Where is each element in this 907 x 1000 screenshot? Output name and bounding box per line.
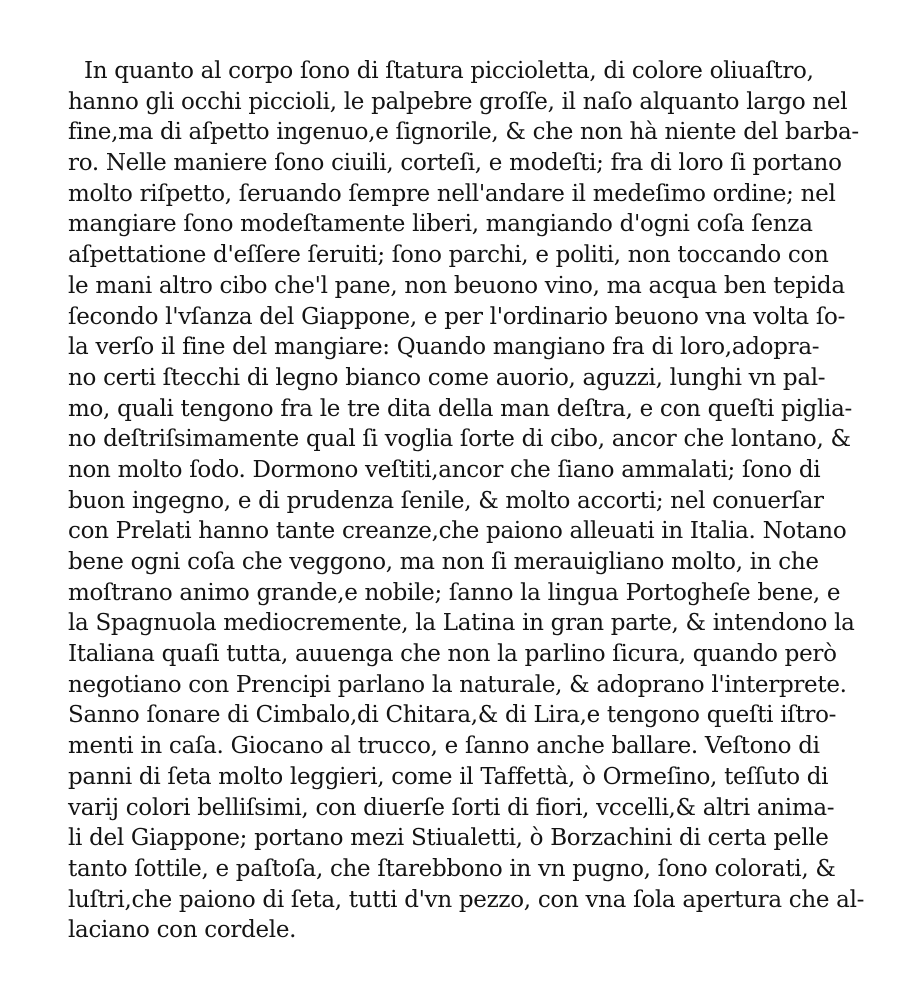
text-line: la Spagnuola mediocremente, la Latina in gran parte, & intendono la — [68, 610, 855, 637]
text-line: con Prelati hanno tante creanze,che paiono alleuati in Italia. Notano — [68, 518, 847, 545]
text-line: aſpettatione d'eſſere ſeruiti; ſono parchi, e politi, non toccando con — [68, 242, 829, 269]
text-line: mangiare ſono modeſtamente liberi, mangiando d'ogni coſa ſenza — [68, 211, 813, 238]
text-line: hanno gli occhi piccioli, le palpebre groſſe, il naſo alquanto largo nel — [68, 88, 848, 115]
text-line: luſtri,che paiono di ſeta, tutti d'vn pezzo, con vna ſola apertura che al- — [68, 886, 865, 913]
text-line: panni di ſeta molto leggieri, come il Taffettà, ò Ormeſino, teſſuto di — [68, 763, 829, 790]
text-line: no certi ſtecchi di legno bianco come auorio, aguzzi, lunghi vn pal- — [68, 364, 826, 391]
text-line: ſecondo l'vſanza del Giappone, e per l'ordinario beuono vna volta ſo- — [68, 303, 846, 330]
text-line: non molto ſodo. Dormono veſtiti,ancor che ſiano ammalati; ſono di — [68, 456, 821, 483]
text-line: le mani altro cibo che'l pane, non beuono vino, ma acqua ben tepida — [68, 272, 845, 299]
text-line: moſtrano animo grande,e nobile; ſanno la lingua Portogheſe bene, e — [68, 579, 841, 606]
body-text — [68, 56, 868, 946]
text-line: laciano con cordele. — [68, 917, 297, 944]
text-line: ro. Nelle maniere ſono ciuili, corteſi, e modeſti; fra di loro ſi portano — [68, 150, 842, 177]
text-line: bene ogni coſa che veggono, ma non ſi merauigliano molto, in che — [68, 549, 819, 575]
text-line: la verſo il fine del mangiare: Quando mangiano fra di loro,adopra- — [68, 334, 820, 361]
text-line: fine,ma di aſpetto ingenuo,e ſignorile, & che non hà niente del barba- — [68, 119, 859, 146]
text-line: li del Giappone; portano mezi Stiualetti, ò Borzachini di certa pelle — [68, 825, 829, 852]
text-line: buon ingegno, e di prudenza ſenile, & molto accorti; nel conuerſar — [68, 487, 824, 514]
text-line: no deſtriſsimamente qual ſi voglia ſorte di cibo, ancor che lontano, & — [68, 426, 851, 453]
text-line: mo, quali tengono fra le tre dita della man deſtra, e con queſti piglia- — [68, 395, 852, 422]
text-line: In quanto al corpo ſono di ſtatura piccioletta, di colore oliuaſtro, — [84, 58, 814, 84]
text-line: varij colori belliſsimi, con diuerſe ſorti di fiori, vccelli,& altri anima- — [68, 794, 835, 821]
text-line: tanto ſottile, e paſtoſa, che ſtarebbono in vn pugno, ſono colorati, & — [68, 855, 836, 882]
text-line: negotiano con Prencipi parlano la naturale, & adoprano l'interprete. — [68, 671, 847, 698]
text-line: menti in caſa. Giocano al trucco, e ſanno anche ballare. Veſtono di — [68, 733, 820, 760]
text-line: Sanno ſonare di Cimbalo,di Chitara,& di Lira,e tengono queſti iſtro- — [68, 702, 837, 729]
text-line: molto riſpetto, ſeruando ſempre nell'andare il medeſimo ordine; nel — [68, 180, 836, 207]
text-line: Italiana quaſi tutta, auuenga che non la parlino ſicura, quando però — [68, 641, 837, 668]
